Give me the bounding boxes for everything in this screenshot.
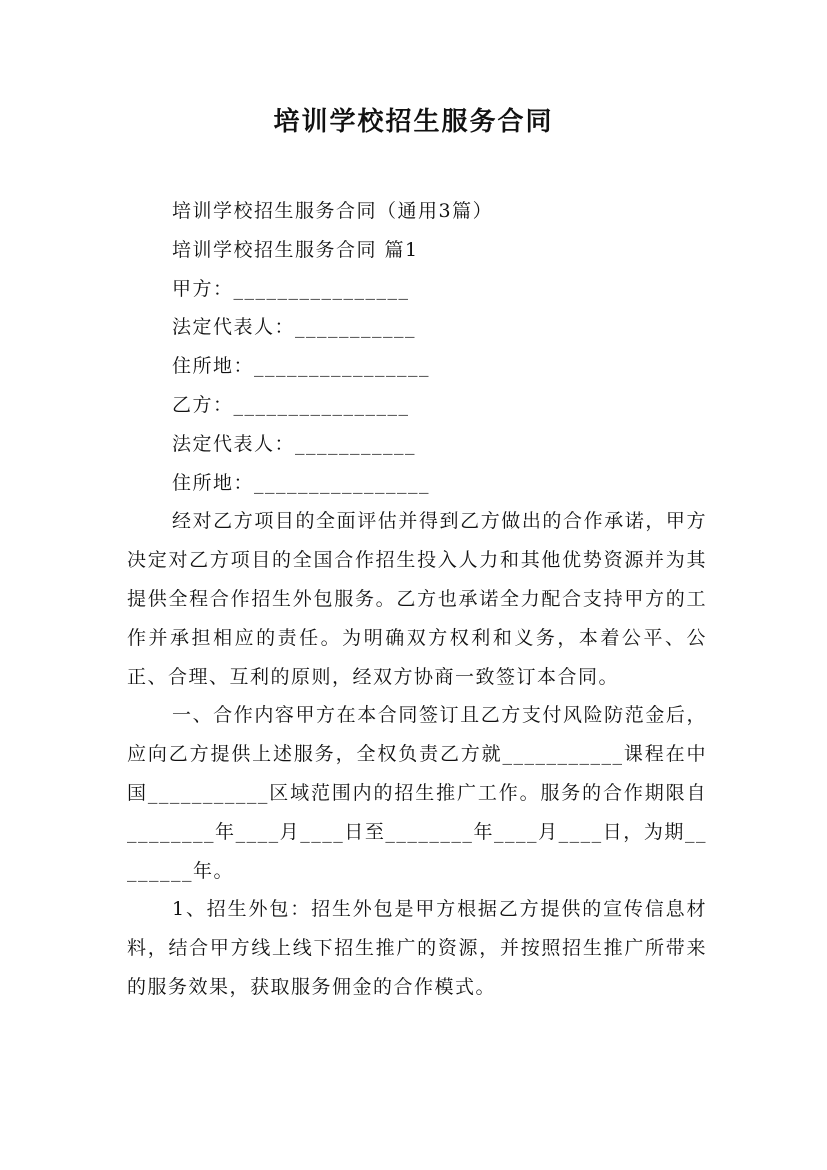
document-body [127, 192, 707, 1007]
party-a-representative-line: 法定代表人：___________ [172, 316, 417, 339]
section-heading: 培训学校招生服务合同 篇1 [172, 238, 419, 261]
party-b-line: 乙方：________________ [172, 393, 410, 416]
document-title: 培训学校招生服务合同 [273, 107, 554, 137]
party-a-line: 甲方：________________ [172, 277, 410, 300]
document-subtitle: 培训学校招生服务合同（通用3篇） [172, 200, 494, 222]
clause-1-paragraph: 一、合作内容甲方在本合同签订且乙方支付风险防范金后，应向乙方提供上述服务，全权负责乙方就___________课程在中国___________区域范围内的招生推广工作。服务的合作期限自________年____月____日至________年____月____日，为期________年。 [127, 704, 707, 882]
party-b-representative-line: 法定代表人：___________ [172, 432, 417, 455]
party-b-address-line: 住所地：________________ [172, 471, 431, 494]
intro-paragraph: 经对乙方项目的全面评估并得到乙方做出的合作承诺，甲方决定对乙方项目的全国合作招生投入人力和其他优势资源并为其提供全程合作招生外包服务。乙方也承诺全力配合支持甲方的工作并承担相应的责任。为明确双方权利和义务，本着公平、公正、合理、互利的原则，经双方协商一致签订本合同。 [127, 510, 707, 688]
clause-1-1-paragraph: 1、招生外包：招生外包是甲方根据乙方提供的宣传信息材料，结合甲方线上线下招生推广的资源，并按照招生推广所带来的服务效果，获取服务佣金的合作模式。 [127, 898, 707, 998]
party-a-address-line: 住所地：________________ [172, 355, 431, 378]
